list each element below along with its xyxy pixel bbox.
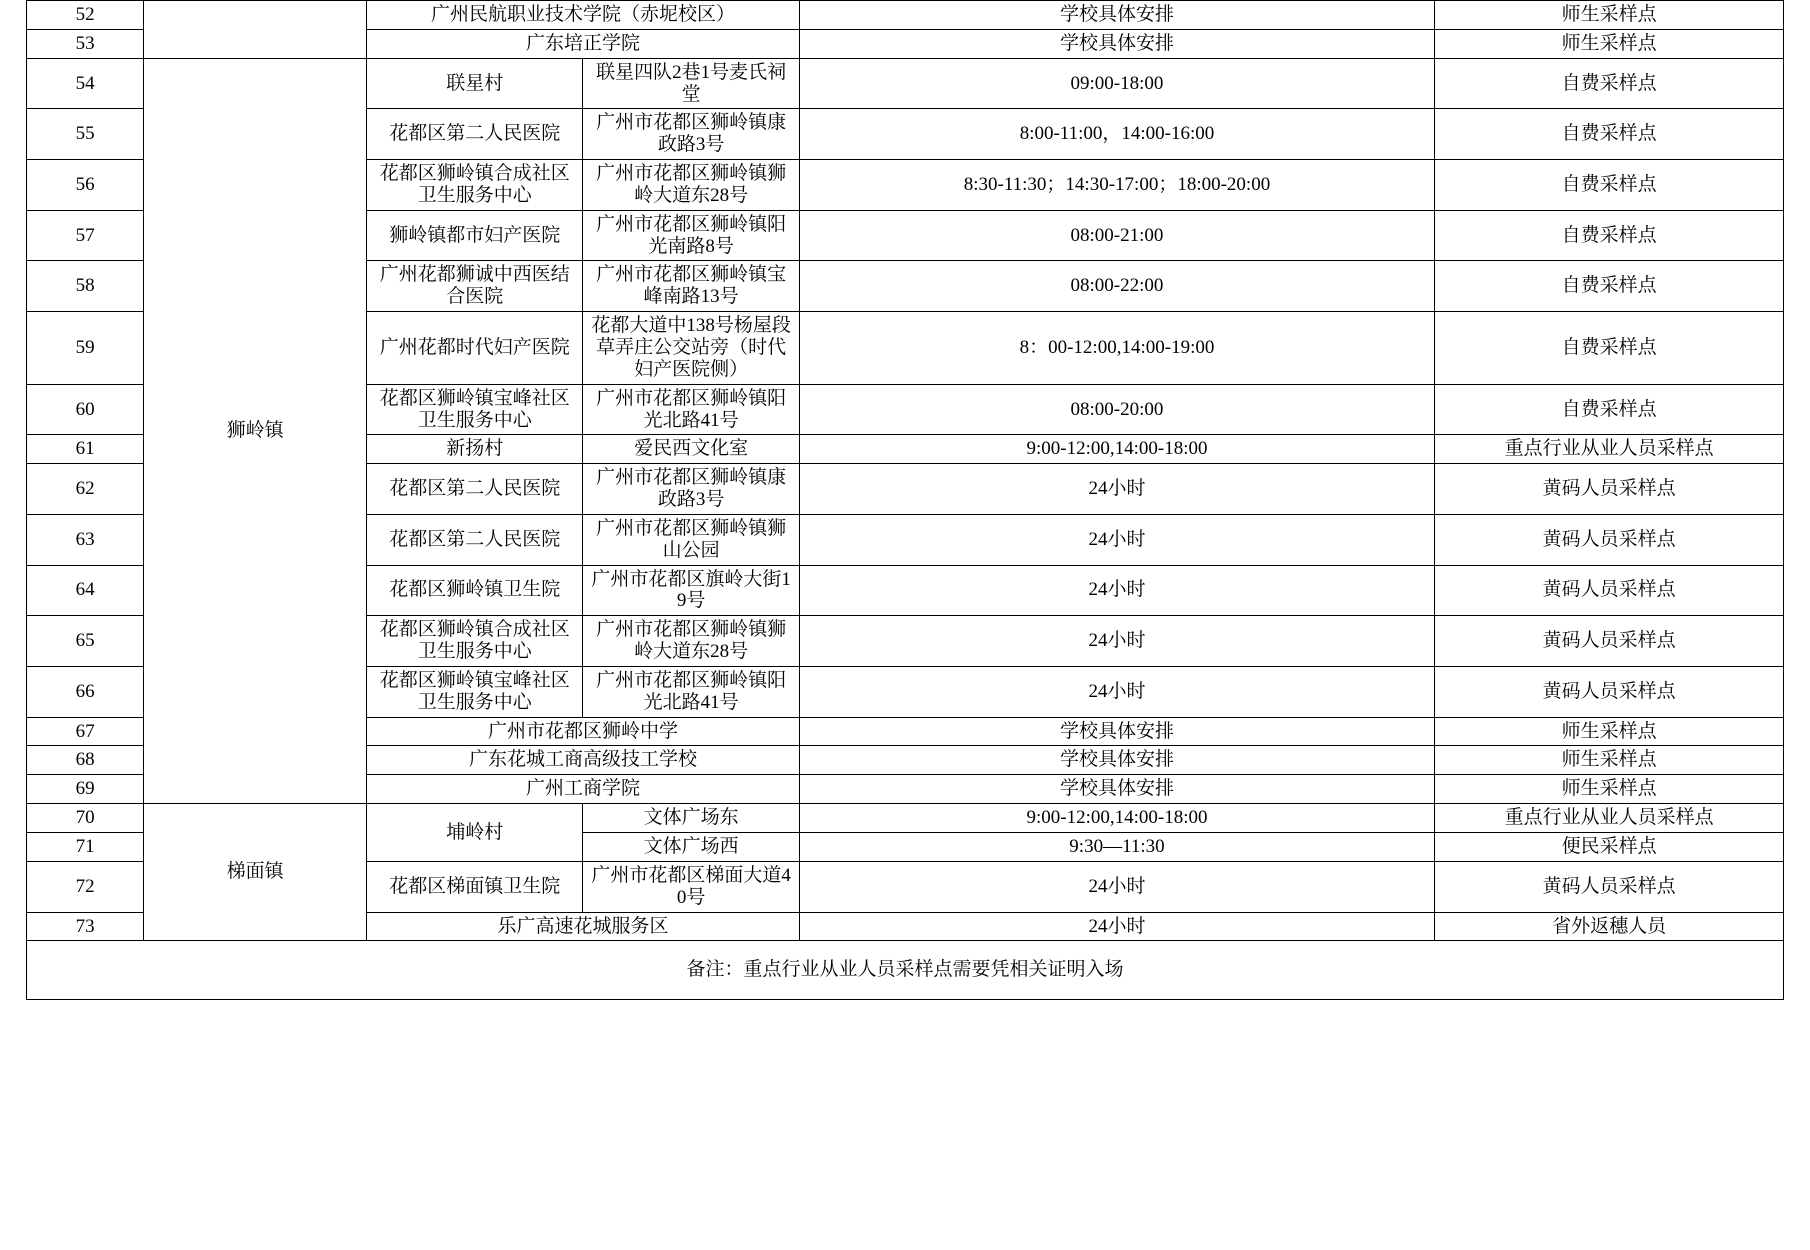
site-type: 自费采样点 [1435,261,1784,312]
sampling-time: 09:00-18:00 [799,58,1434,109]
sampling-sites-table [26,0,1784,1000]
site-address: 广州市花都区狮岭镇阳光南路8号 [583,210,799,261]
row-number: 56 [27,160,144,211]
row-number: 73 [27,912,144,941]
site-name: 花都区狮岭镇宝峰社区卫生服务中心 [367,666,583,717]
note-row [27,941,1784,1000]
site-address: 广州市花都区梯面大道40号 [583,861,799,912]
site-name: 广州工商学院 [367,775,800,804]
sampling-time: 学校具体安排 [799,29,1434,58]
site-name: 广州民航职业技术学院（赤坭校区） [367,1,800,30]
site-name: 花都区第二人民医院 [367,464,583,515]
site-name: 花都区第二人民医院 [367,109,583,160]
sampling-time: 学校具体安排 [799,717,1434,746]
table-body [27,1,1784,1000]
site-name: 联星村 [367,58,583,109]
site-type: 师生采样点 [1435,717,1784,746]
site-type: 自费采样点 [1435,384,1784,435]
site-type: 自费采样点 [1435,109,1784,160]
sampling-time: 08:00-21:00 [799,210,1434,261]
site-name: 花都区梯面镇卫生院 [367,861,583,912]
site-address: 广州市花都区旗岭大街19号 [583,565,799,616]
sampling-time: 24小时 [799,912,1434,941]
row-number: 67 [27,717,144,746]
site-type: 黄码人员采样点 [1435,861,1784,912]
row-number: 69 [27,775,144,804]
table-row [27,58,1784,109]
sampling-time: 9:00-12:00,14:00-18:00 [799,804,1434,833]
site-type: 黄码人员采样点 [1435,464,1784,515]
sampling-time: 9:00-12:00,14:00-18:00 [799,435,1434,464]
site-type: 黄码人员采样点 [1435,666,1784,717]
sampling-time: 24小时 [799,464,1434,515]
site-type: 黄码人员采样点 [1435,514,1784,565]
site-address: 花都大道中138号杨屋段草弄庄公交站旁（时代妇产医院侧） [583,312,799,385]
site-address: 广州市花都区狮岭镇狮山公园 [583,514,799,565]
site-name: 广州花都时代妇产医院 [367,312,583,385]
town-cell-continued [144,1,367,59]
row-number: 54 [27,58,144,109]
row-number: 70 [27,804,144,833]
sampling-time: 9:30—11:30 [799,833,1434,862]
row-number: 72 [27,861,144,912]
site-name: 花都区狮岭镇宝峰社区卫生服务中心 [367,384,583,435]
row-number: 61 [27,435,144,464]
table-note: 备注：重点行业从业人员采样点需要凭相关证明入场 [27,941,1784,1000]
site-name: 广东花城工商高级技工学校 [367,746,800,775]
sampling-time: 学校具体安排 [799,775,1434,804]
site-type: 黄码人员采样点 [1435,565,1784,616]
site-address: 爱民西文化室 [583,435,799,464]
sampling-time: 24小时 [799,514,1434,565]
row-number: 66 [27,666,144,717]
table-row [27,804,1784,833]
sampling-time: 08:00-20:00 [799,384,1434,435]
sampling-time: 8:30-11:30；14:30-17:00；18:00-20:00 [799,160,1434,211]
town-cell: 梯面镇 [144,804,367,941]
site-address: 广州市花都区狮岭镇狮岭大道东28号 [583,616,799,667]
site-type: 师生采样点 [1435,775,1784,804]
site-name: 新扬村 [367,435,583,464]
site-address: 联星四队2巷1号麦氏祠堂 [583,58,799,109]
sampling-time: 8:00-11:00，14:00-16:00 [799,109,1434,160]
site-address: 广州市花都区狮岭镇康政路3号 [583,464,799,515]
sampling-time: 24小时 [799,565,1434,616]
sampling-time: 08:00-22:00 [799,261,1434,312]
site-type: 重点行业从业人员采样点 [1435,435,1784,464]
sampling-time: 学校具体安排 [799,1,1434,30]
row-number: 68 [27,746,144,775]
site-address: 文体广场西 [583,833,799,862]
site-address: 广州市花都区狮岭镇康政路3号 [583,109,799,160]
site-type: 师生采样点 [1435,1,1784,30]
site-name: 花都区狮岭镇合成社区卫生服务中心 [367,616,583,667]
site-name: 狮岭镇都市妇产医院 [367,210,583,261]
table-row [27,1,1784,30]
site-type: 自费采样点 [1435,160,1784,211]
site-type: 省外返穗人员 [1435,912,1784,941]
sampling-time: 8：00-12:00,14:00-19:00 [799,312,1434,385]
site-address: 广州市花都区狮岭镇阳光北路41号 [583,384,799,435]
site-address: 广州市花都区狮岭镇阳光北路41号 [583,666,799,717]
row-number: 57 [27,210,144,261]
row-number: 55 [27,109,144,160]
site-address: 广州市花都区狮岭镇宝峰南路13号 [583,261,799,312]
site-name: 广州市花都区狮岭中学 [367,717,800,746]
site-address: 广州市花都区狮岭镇狮岭大道东28号 [583,160,799,211]
site-type: 自费采样点 [1435,312,1784,385]
site-name: 广东培正学院 [367,29,800,58]
site-type: 自费采样点 [1435,210,1784,261]
sampling-time: 24小时 [799,616,1434,667]
site-type: 重点行业从业人员采样点 [1435,804,1784,833]
site-address: 文体广场东 [583,804,799,833]
sampling-time: 学校具体安排 [799,746,1434,775]
site-type: 自费采样点 [1435,58,1784,109]
row-number: 53 [27,29,144,58]
site-name: 花都区狮岭镇合成社区卫生服务中心 [367,160,583,211]
sampling-time: 24小时 [799,666,1434,717]
row-number: 52 [27,1,144,30]
site-name: 埔岭村 [367,804,583,862]
sampling-time: 24小时 [799,861,1434,912]
row-number: 71 [27,833,144,862]
town-cell: 狮岭镇 [144,58,367,803]
row-number: 64 [27,565,144,616]
row-number: 63 [27,514,144,565]
site-type: 黄码人员采样点 [1435,616,1784,667]
row-number: 65 [27,616,144,667]
site-name: 花都区狮岭镇卫生院 [367,565,583,616]
row-number: 58 [27,261,144,312]
row-number: 60 [27,384,144,435]
row-number: 62 [27,464,144,515]
row-number: 59 [27,312,144,385]
site-type: 师生采样点 [1435,746,1784,775]
site-name: 乐广高速花城服务区 [367,912,800,941]
site-type: 师生采样点 [1435,29,1784,58]
site-type: 便民采样点 [1435,833,1784,862]
site-name: 广州花都狮诚中西医结合医院 [367,261,583,312]
site-name: 花都区第二人民医院 [367,514,583,565]
